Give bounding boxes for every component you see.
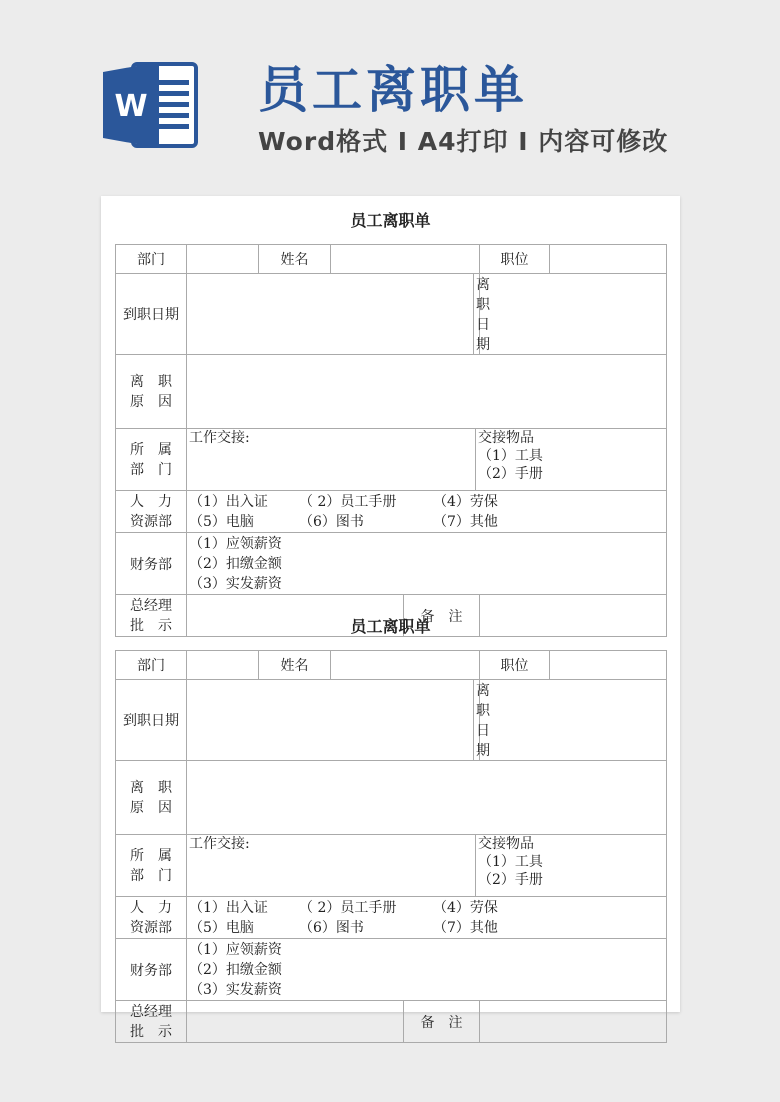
- remark-label: 备 注: [404, 595, 480, 637]
- dept-value[interactable]: [187, 245, 259, 274]
- name-value[interactable]: [331, 245, 480, 274]
- item-manual: （2）手册: [478, 872, 543, 888]
- form-title: 员工离职单: [350, 617, 431, 636]
- items-handover-label: 交接物品: [478, 836, 534, 852]
- position-label: 职位: [480, 651, 550, 680]
- items-handover-label: 交接物品: [478, 430, 534, 446]
- join-date-label: 到职日期: [116, 680, 187, 761]
- document-page: [101, 196, 680, 1040]
- leave-date-label: 离职日期: [474, 680, 480, 761]
- item-tools: （1）工具: [478, 448, 543, 464]
- work-handover-label: 工作交接:: [189, 430, 250, 446]
- form-title: 员工离职单: [350, 211, 431, 230]
- item-tools: （1）工具: [478, 854, 543, 870]
- leave-date-value[interactable]: [480, 274, 667, 355]
- word-logo-icon: [103, 60, 198, 150]
- hr-item: （6）图书: [299, 919, 364, 936]
- leave-date-value[interactable]: [480, 680, 667, 761]
- work-handover-cell[interactable]: [187, 429, 476, 491]
- items-handover-cell[interactable]: [476, 429, 667, 491]
- resignation-form-1: [115, 196, 666, 637]
- items-handover-cell[interactable]: [476, 835, 667, 897]
- hr-item: （1）出入证: [189, 899, 268, 916]
- item-manual: （2）手册: [478, 466, 543, 482]
- hr-item: （5）电脑: [189, 513, 254, 530]
- gm-label: 总经理 批 示: [116, 595, 187, 637]
- join-date-label: 到职日期: [116, 274, 187, 355]
- hr-item: （7）其他: [433, 919, 498, 936]
- finance-item: （3）实发薪资: [189, 575, 282, 592]
- hr-item: （ 2）员工手册: [299, 899, 397, 916]
- hr-item: （1）出入证: [189, 493, 268, 510]
- name-label: 姓名: [259, 245, 331, 274]
- dept-label: 部门: [116, 245, 187, 274]
- hr-item: （4）劳保: [433, 493, 498, 510]
- gm-label: 总经理 批 示: [116, 1001, 187, 1043]
- form-table: [115, 244, 667, 637]
- reason-value[interactable]: [187, 761, 667, 835]
- reason-label: 离 职 原 因: [116, 761, 187, 835]
- finance-items: [187, 939, 667, 1001]
- hr-item: （6）图书: [299, 513, 364, 530]
- remark-label: 备 注: [404, 1001, 480, 1043]
- hr-item: （4）劳保: [433, 899, 498, 916]
- finance-items: [187, 533, 667, 595]
- banner-title: 员工离职单: [258, 61, 528, 119]
- finance-item: （2）扣缴金额: [189, 961, 282, 978]
- reason-label: 离 职 原 因: [116, 355, 187, 429]
- hr-label: 人 力 资源部: [116, 491, 187, 533]
- hr-item: （5）电脑: [189, 919, 254, 936]
- finance-item: （2）扣缴金额: [189, 555, 282, 572]
- finance-item: （1）应领薪资: [189, 941, 282, 958]
- finance-label: 财务部: [116, 533, 187, 595]
- hr-items: [187, 897, 667, 939]
- dept-label: 部门: [116, 651, 187, 680]
- remark-value[interactable]: [480, 1001, 667, 1043]
- name-label: 姓名: [259, 651, 331, 680]
- join-date-value[interactable]: [187, 274, 474, 355]
- reason-value[interactable]: [187, 355, 667, 429]
- work-handover-label: 工作交接:: [189, 836, 250, 852]
- logo-letter: W: [114, 89, 148, 124]
- banner-subtitle: Word格式 I A4打印 I 内容可修改: [258, 127, 669, 156]
- gm-approval-value[interactable]: [187, 1001, 404, 1043]
- work-handover-cell[interactable]: [187, 835, 476, 897]
- finance-item: （1）应领薪资: [189, 535, 282, 552]
- form-table: [115, 650, 667, 1043]
- department-label: 所 属 部 门: [116, 429, 187, 491]
- leave-date-label: 离职日期: [474, 274, 480, 355]
- name-value[interactable]: [331, 651, 480, 680]
- position-label: 职位: [480, 245, 550, 274]
- banner: [0, 0, 780, 190]
- position-value[interactable]: [550, 245, 667, 274]
- hr-item: （7）其他: [433, 513, 498, 530]
- resignation-form-2: [115, 602, 666, 1043]
- hr-item: （ 2）员工手册: [299, 493, 397, 510]
- position-value[interactable]: [550, 651, 667, 680]
- finance-item: （3）实发薪资: [189, 981, 282, 998]
- finance-label: 财务部: [116, 939, 187, 1001]
- dept-value[interactable]: [187, 651, 259, 680]
- hr-items: [187, 491, 667, 533]
- hr-label: 人 力 资源部: [116, 897, 187, 939]
- department-label: 所 属 部 门: [116, 835, 187, 897]
- join-date-value[interactable]: [187, 680, 474, 761]
